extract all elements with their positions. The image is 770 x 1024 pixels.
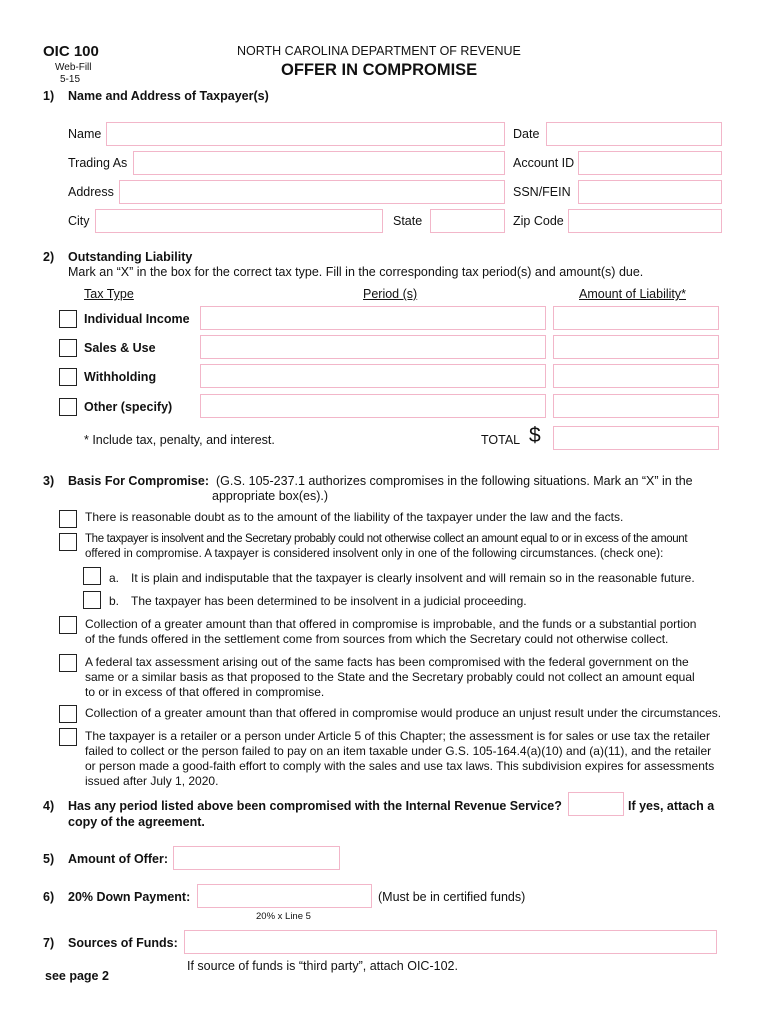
form-title: OFFER IN COMPROMISE bbox=[281, 61, 478, 79]
other-period-field[interactable] bbox=[200, 394, 546, 418]
other-amount-field[interactable] bbox=[553, 394, 719, 418]
section2-number: 2) bbox=[43, 250, 55, 264]
total-label: TOTAL bbox=[481, 433, 521, 447]
name-field[interactable] bbox=[106, 122, 505, 146]
date-label: Date bbox=[513, 127, 540, 141]
other-checkbox[interactable] bbox=[59, 398, 77, 416]
address-field[interactable] bbox=[119, 180, 505, 204]
amount-of-offer-label: Amount of Offer: bbox=[68, 852, 168, 866]
section5-number: 5) bbox=[43, 852, 55, 866]
insolvent-b-letter: b. bbox=[109, 594, 120, 608]
insolvent-b-checkbox[interactable] bbox=[83, 591, 101, 609]
ssn-fein-field[interactable] bbox=[578, 180, 722, 204]
sources-of-funds-label: Sources of Funds: bbox=[68, 936, 178, 950]
zip-field[interactable] bbox=[568, 209, 722, 233]
basis-insolvent-checkbox[interactable] bbox=[59, 533, 77, 551]
trading-as-label: Trading As bbox=[68, 156, 128, 170]
section7-number: 7) bbox=[43, 936, 55, 950]
account-id-label: Account ID bbox=[513, 156, 575, 170]
city-label: City bbox=[68, 214, 90, 228]
trading-as-field[interactable] bbox=[133, 151, 505, 175]
state-label: State bbox=[393, 214, 423, 228]
sales-use-period-field[interactable] bbox=[200, 335, 546, 359]
section1-heading: Name and Address of Taxpayer(s) bbox=[68, 89, 269, 103]
basis-item-4-line-1: A federal tax assessment arising out of the same facts has been compromised with the federal government on the bbox=[85, 655, 689, 669]
individual-income-checkbox[interactable] bbox=[59, 310, 77, 328]
irs-compromise-field[interactable] bbox=[568, 792, 624, 816]
web-fill-label: Web-Fill bbox=[55, 62, 92, 73]
basis-unjust-checkbox[interactable] bbox=[59, 705, 77, 723]
down-payment-label: 20% Down Payment: bbox=[68, 890, 191, 904]
section3-intro-1: (G.S. 105-237.1 authorizes compromises in the following situations. Mark an “X” in the bbox=[216, 474, 693, 488]
basis-item-3-line-1: Collection of a greater amount than that offered in compromise is improbable, and the funds or a substantial portion bbox=[85, 617, 697, 631]
amount-header: Amount of Liability* bbox=[579, 287, 687, 301]
certified-funds-note: (Must be in certified funds) bbox=[378, 890, 526, 904]
section3-number: 3) bbox=[43, 474, 55, 488]
section2-instruction: Mark an “X” in the box for the correct tax type. Fill in the corresponding tax period(s) and amount(s) due. bbox=[68, 265, 644, 279]
insolvent-a-checkbox[interactable] bbox=[83, 567, 101, 585]
basis-item-6-line-3: or person made a good-faith effort to comply with the sales and use tax laws. This subdivision expires for assessments bbox=[85, 759, 715, 773]
ssn-fein-label: SSN/FEIN bbox=[513, 185, 571, 199]
basis-item-4-line-3: to or in excess of that offered in compromise. bbox=[85, 685, 325, 699]
dollar-sign: $ bbox=[529, 424, 541, 447]
section6-number: 6) bbox=[43, 890, 55, 904]
period-header: Period (s) bbox=[363, 287, 418, 301]
date-field[interactable] bbox=[546, 122, 722, 146]
section3-intro-2: appropriate box(es).) bbox=[212, 489, 329, 503]
section4-if-yes: If yes, attach a bbox=[628, 799, 715, 813]
city-field[interactable] bbox=[95, 209, 383, 233]
zip-label: Zip Code bbox=[513, 214, 564, 228]
down-payment-field[interactable] bbox=[197, 884, 372, 908]
basis-item-5: Collection of a greater amount than that offered in compromise would produce an unjust result under the circumstances. bbox=[85, 706, 722, 720]
basis-item-2-line-1: The taxpayer is insolvent and the Secretary probably could not otherwise collect an amount equal to or in excess of the amount bbox=[85, 533, 688, 545]
basis-item-4-line-2: same or a similar basis as that proposed to the State and the Secretary probably could not collect an amount equal bbox=[85, 670, 695, 684]
state-field[interactable] bbox=[430, 209, 505, 233]
basis-item-6-line-1: The taxpayer is a retailer or a person under Article 5 of this Chapter; the assessment is for sales or use tax the retailer bbox=[85, 729, 710, 743]
address-label: Address bbox=[68, 185, 114, 199]
section2-heading: Outstanding Liability bbox=[68, 250, 193, 264]
sales-use-amount-field[interactable] bbox=[553, 335, 719, 359]
basis-item-1: There is reasonable doubt as to the amount of the liability of the taxpayer under the law and the facts. bbox=[85, 510, 624, 524]
revision-label: 5-15 bbox=[60, 74, 81, 85]
basis-item-3-line-2: of the funds offered in the settlement come from sources from which the Secretary could not otherwise collect. bbox=[85, 632, 669, 646]
basis-item-6-line-2: failed to collect or the person failed to pay on an item taxable under G.S. 105-164.4(a)(10) and (a)(11), and the retailer bbox=[85, 744, 712, 758]
see-page-2: see page 2 bbox=[45, 969, 109, 983]
withholding-amount-field[interactable] bbox=[553, 364, 719, 388]
basis-improbable-checkbox[interactable] bbox=[59, 616, 77, 634]
tax-type-other: Other (specify) bbox=[84, 400, 173, 414]
tax-type-withholding: Withholding bbox=[84, 370, 157, 384]
individual-income-amount-field[interactable] bbox=[553, 306, 719, 330]
section4-question-2: copy of the agreement. bbox=[68, 815, 205, 829]
basis-retailer-checkbox[interactable] bbox=[59, 728, 77, 746]
liability-footnote: * Include tax, penalty, and interest. bbox=[84, 433, 275, 447]
total-amount-field[interactable] bbox=[553, 426, 719, 450]
withholding-period-field[interactable] bbox=[200, 364, 546, 388]
amount-of-offer-field[interactable] bbox=[173, 846, 340, 870]
withholding-checkbox[interactable] bbox=[59, 368, 77, 386]
section1-number: 1) bbox=[43, 89, 55, 103]
insolvent-b-text: The taxpayer has been determined to be insolvent in a judicial proceeding. bbox=[131, 594, 527, 608]
basis-federal-checkbox[interactable] bbox=[59, 654, 77, 672]
basis-item-2-line-2: offered in compromise. A taxpayer is considered insolvent only in one of the following circumstances. (check one): bbox=[85, 548, 664, 560]
individual-income-period-field[interactable] bbox=[200, 306, 546, 330]
tax-type-header: Tax Type bbox=[84, 287, 134, 301]
sales-use-checkbox[interactable] bbox=[59, 339, 77, 357]
down-payment-formula: 20% x Line 5 bbox=[256, 911, 311, 922]
third-party-note: If source of funds is “third party”, attach OIC-102. bbox=[187, 959, 458, 973]
form-number: OIC 100 bbox=[43, 43, 99, 60]
tax-type-sales-use: Sales & Use bbox=[84, 341, 156, 355]
tax-type-individual-income: Individual Income bbox=[84, 312, 190, 326]
basis-reasonable-doubt-checkbox[interactable] bbox=[59, 510, 77, 528]
department-name: NORTH CAROLINA DEPARTMENT OF REVENUE bbox=[237, 44, 521, 58]
section3-heading: Basis For Compromise: bbox=[68, 474, 210, 488]
insolvent-a-letter: a. bbox=[109, 571, 120, 585]
sources-of-funds-field[interactable] bbox=[184, 930, 717, 954]
section4-number: 4) bbox=[43, 799, 55, 813]
name-label: Name bbox=[68, 127, 102, 141]
insolvent-a-text: It is plain and indisputable that the taxpayer is clearly insolvent and will remain so in the reasonable future. bbox=[131, 571, 695, 585]
section4-question-1: Has any period listed above been compromised with the Internal Revenue Service? bbox=[68, 799, 562, 813]
account-id-field[interactable] bbox=[578, 151, 722, 175]
basis-item-6-line-4: issued after July 1, 2020. bbox=[85, 774, 219, 788]
